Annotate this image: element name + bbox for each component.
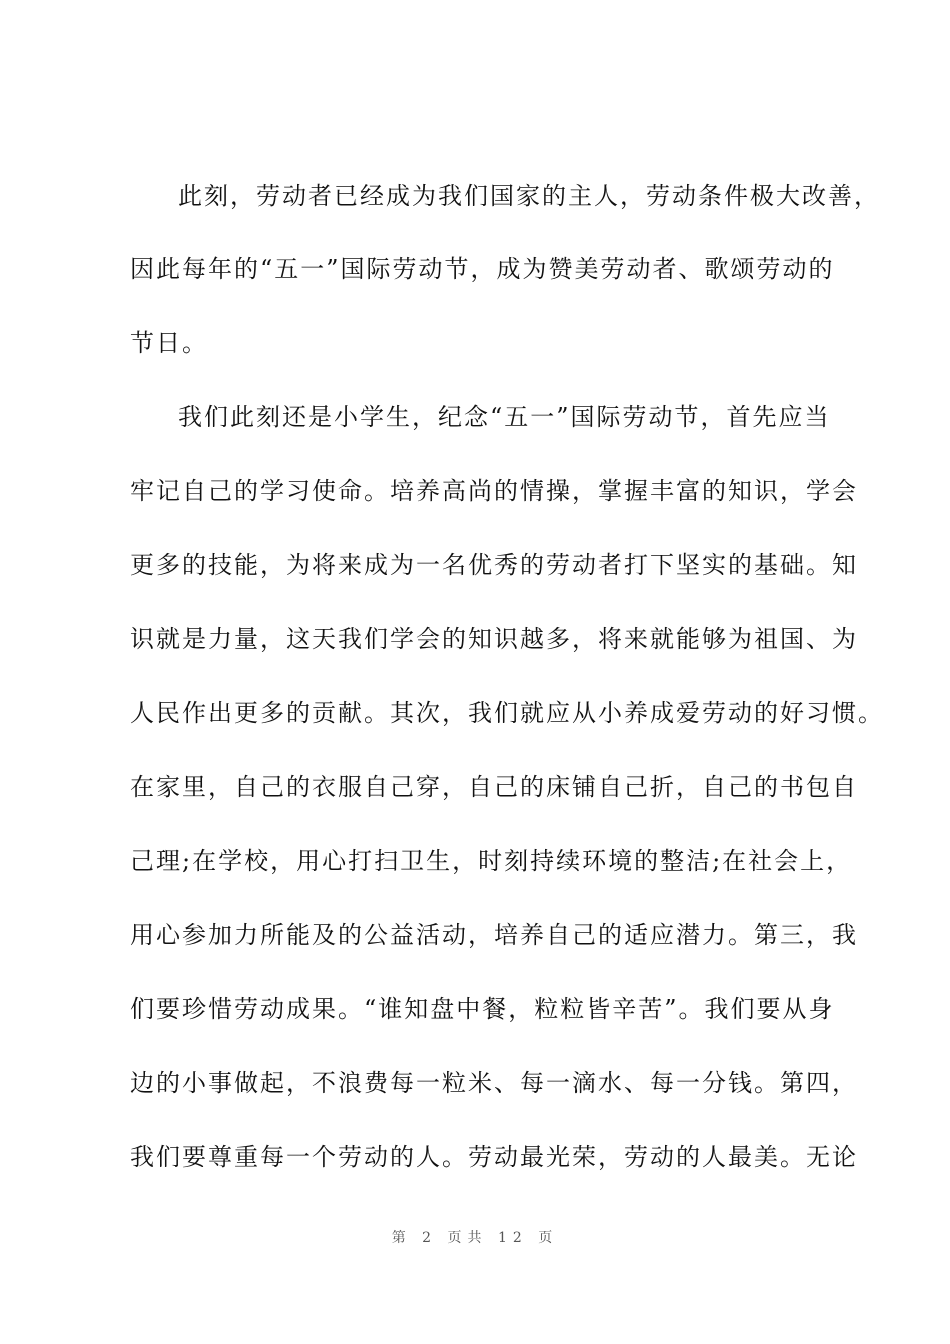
text-line: 因此每年的“五一”国际劳动节，成为赞美劳动者、歌颂劳动的 (130, 255, 835, 283)
text-line: 边的小事做起，不浪费每一粒米、每一滴水、每一分钱。第四， (130, 1069, 858, 1097)
text-line: 识就是力量，这天我们学会的知识越多，将来就能够为祖国、为 (130, 625, 858, 653)
page-number-footer: 第 2 页共 12 页 (391, 1230, 559, 1246)
text-line: 我们此刻还是小学生，纪念“五一”国际劳动节，首先应当 (178, 403, 831, 431)
text-line: 人民作出更多的贡献。其次，我们就应从小养成爱劳动的好习惯。 (130, 699, 884, 727)
text-line: 在家里，自己的衣服自己穿，自己的床铺自己折，自己的书包自 (130, 773, 858, 801)
text-line: 节日。 (130, 329, 208, 357)
text-line: 牢记自己的学习使命。培养高尚的情操，掌握丰富的知识，学会 (130, 477, 858, 505)
text-line: 用心参加力所能及的公益活动，培养自己的适应潜力。第三，我 (130, 921, 858, 949)
text-line: 更多的技能，为将来成为一名优秀的劳动者打下坚实的基础。知 (130, 551, 858, 579)
text-line: 己理;在学校，用心打扫卫生，时刻持续环境的整洁;在社会上， (130, 847, 853, 875)
text-line: 我们要尊重每一个劳动的人。劳动最光荣，劳动的人最美。无论 (130, 1143, 858, 1171)
text-line: 此刻，劳动者已经成为我们国家的主人，劳动条件极大改善， (178, 182, 880, 210)
text-line: 们要珍惜劳动成果。“谁知盘中餐，粒粒皆辛苦”。我们要从身 (130, 995, 835, 1023)
